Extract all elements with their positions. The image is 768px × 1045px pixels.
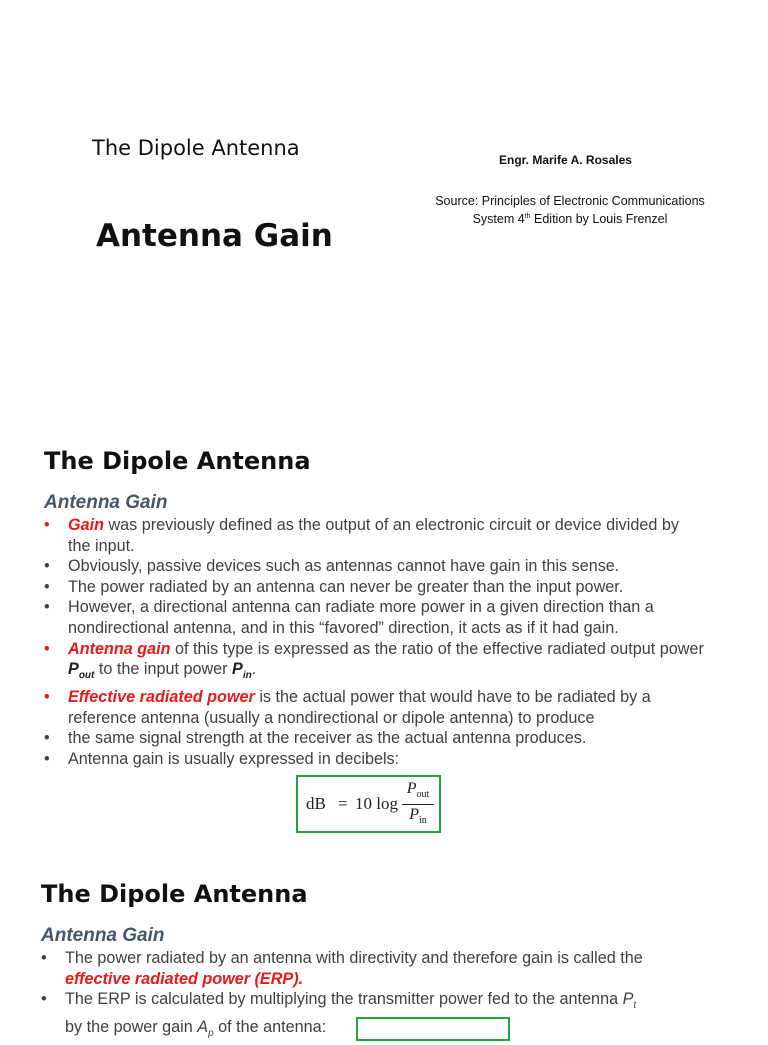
list-item: • Antenna gain is usually expressed in decibels: — [44, 749, 704, 770]
formula-fraction-bar — [402, 804, 434, 805]
formula-coef: 10 log — [355, 794, 398, 813]
cover-source-line2: System 4th Edition by Louis Frenzel — [472, 212, 668, 227]
list-item: • The power radiated by an antenna with directivity and therefore gain is called the effective radiated power (ERP). — [41, 948, 701, 989]
list-item: • Effective radiated power is the actual power that would have to be radiated by a reference antenna (usually a nondirectional or dipole antenna) to produce — [44, 687, 704, 728]
formula-lhs: dB — [306, 794, 326, 813]
cover-author: Engr. Marife A. Rosales — [499, 153, 632, 167]
formula-denominator: $P_{in}$ — [409, 806, 427, 827]
list-item: • the same signal strength at the receiver as the actual antenna produces. — [44, 728, 704, 749]
slide2-subhead: Antenna Gain — [44, 492, 168, 513]
slide3-title: The Dipole Antenna — [41, 880, 308, 908]
cover-small-title: The Dipole Antenna — [92, 136, 300, 160]
erp-formula-box — [356, 1017, 510, 1041]
slide3-subhead: Antenna Gain — [41, 925, 165, 946]
list-item: • The power radiated by an antenna can never be greater than the input power. — [44, 577, 704, 598]
list-item: • The ERP is calculated by multiplying the transmitter power fed to the antenna $P_t$ by the power gain $A_p$ of the antenna: — [41, 989, 701, 1045]
cover-source — [420, 194, 720, 227]
list-item: • Antenna gain of this type is expressed as the ratio of the effective radiated output power $P_{out}$ to the input power $P_{in}$. — [44, 639, 704, 687]
gain-formula-box — [296, 775, 441, 833]
list-item: • Gain was previously defined as the output of an electronic circuit or device divided by the input. — [44, 515, 704, 556]
formula-equals: = — [338, 794, 348, 813]
slide2-title: The Dipole Antenna — [44, 447, 311, 475]
cover-source-line1: Source: Principles of Electronic Communications — [435, 194, 705, 208]
list-item: • Obviously, passive devices such as antennas cannot have gain in this sense. — [44, 556, 704, 577]
cover-big-title: Antenna Gain — [96, 218, 333, 254]
slide2-bullet-list — [44, 515, 704, 769]
formula-numerator: $P_{out}$ — [406, 780, 430, 801]
list-item: • However, a directional antenna can radiate more power in a given direction than a nondirectional antenna, and in this “favored” direction, it acts as if it had gain. — [44, 597, 704, 638]
